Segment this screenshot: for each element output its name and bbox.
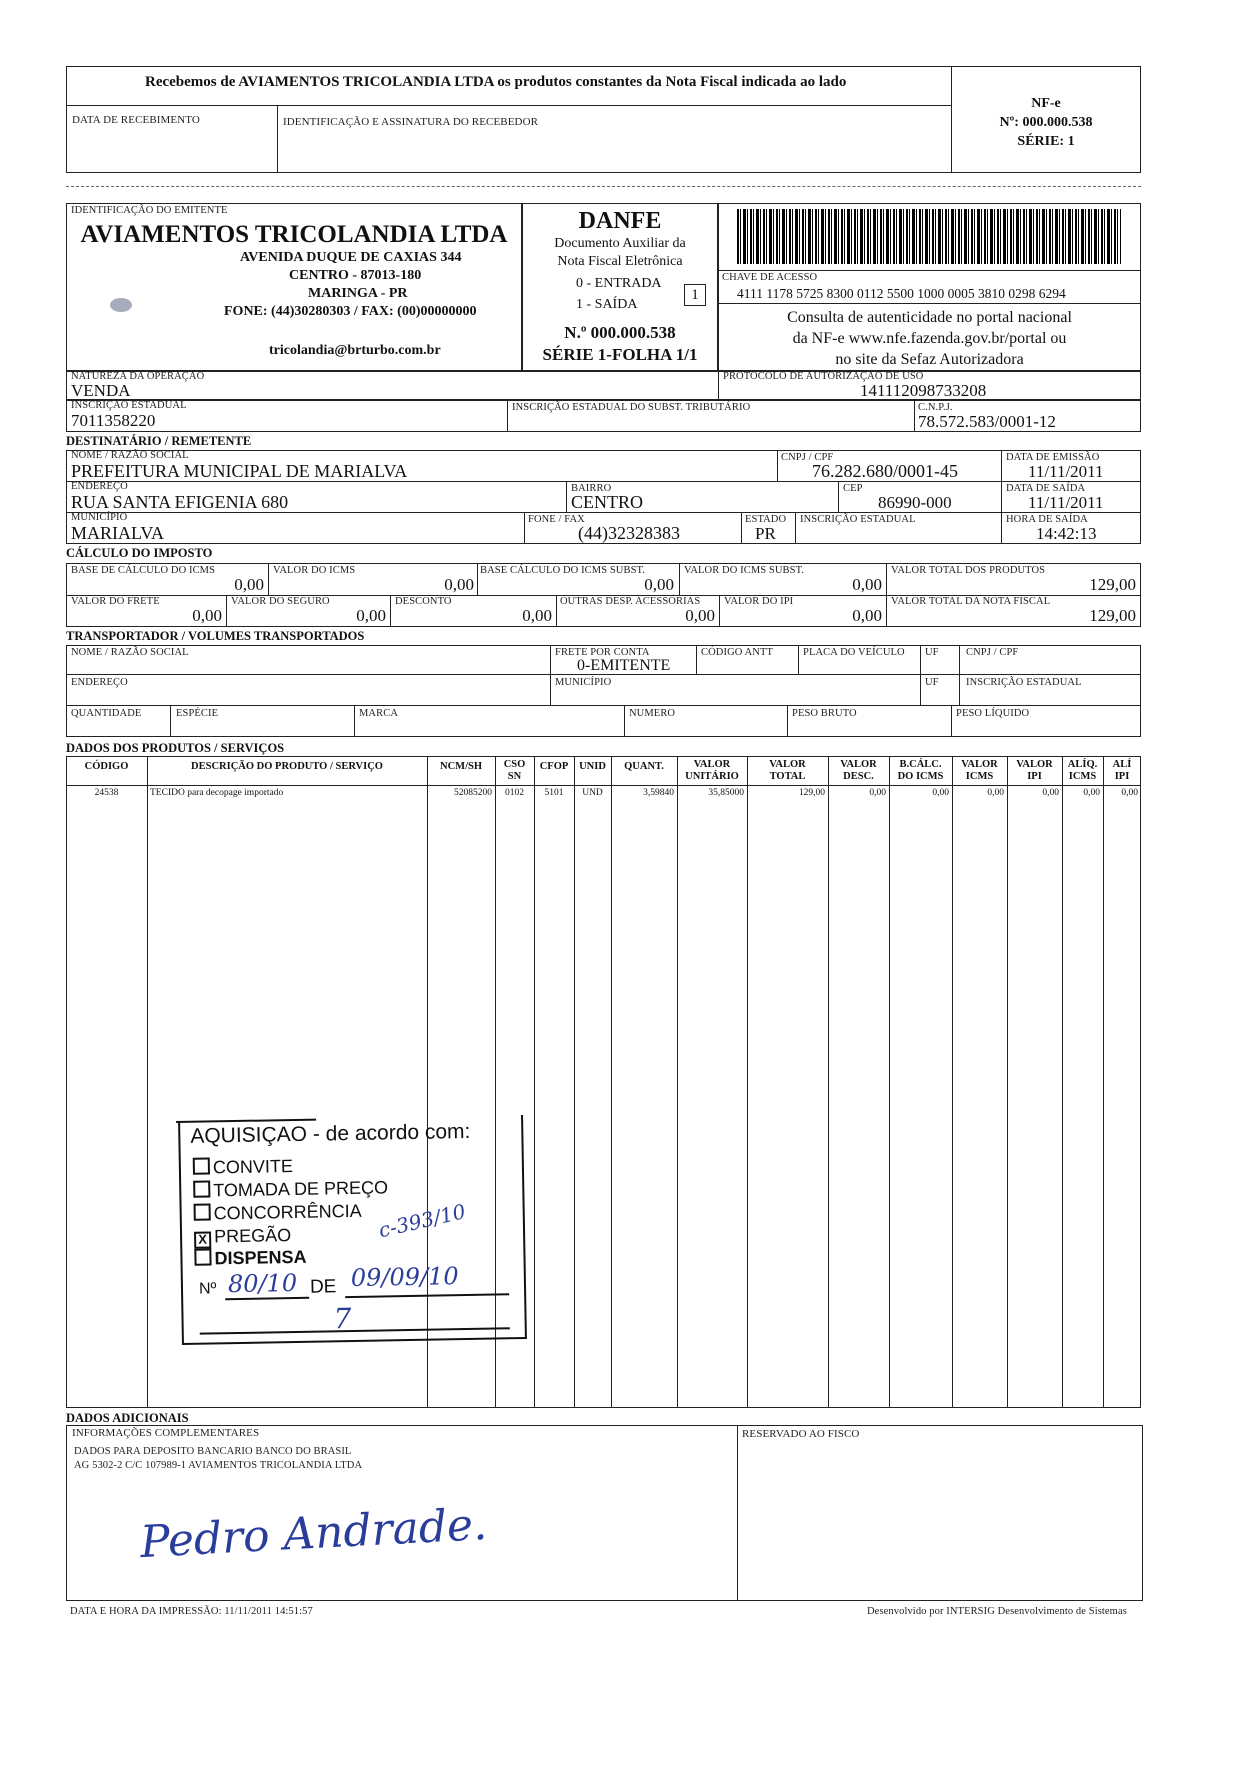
transp-ie-label: INSCRIÇÃO ESTADUAL xyxy=(966,677,1082,688)
produtos-cell-cfop: 5101 xyxy=(544,788,564,798)
emitente-cidade: MARINGA - PR xyxy=(308,286,408,301)
dest-v2 xyxy=(1001,450,1002,544)
stamp-checked-icon: X xyxy=(194,1231,211,1248)
stamp-checkbox-icon xyxy=(194,1248,211,1265)
canhoto-ident-label: IDENTIFICAÇÃO E ASSINATURA DO RECEBEDOR xyxy=(283,116,539,128)
total-prod: 129,00 xyxy=(1089,575,1136,594)
produtos-header-bcalc: B.CÁLC. DO ICMS xyxy=(897,759,944,782)
produtos-cell-vdesc: 0,00 xyxy=(869,788,886,798)
produtos-header-aliqicms: ALÍQ. ICMS xyxy=(1067,759,1098,782)
produtos-header-ncm: NCM/SH xyxy=(440,761,482,772)
stamp-checkbox-icon xyxy=(194,1203,211,1220)
dest-municipio-label: MUNICÍPIO xyxy=(71,512,128,523)
valor-st: 0,00 xyxy=(852,575,882,594)
aquisicao-stamp xyxy=(178,1115,527,1345)
outras: 0,00 xyxy=(685,606,715,625)
produtos-col-divider xyxy=(147,756,148,1408)
stamp-opt5-text: DISPENSA xyxy=(214,1246,307,1269)
stamp-note: c-393/10 xyxy=(376,1199,468,1243)
dest-v4 xyxy=(838,481,839,512)
ie-label: INSCRIÇÃO ESTADUAL xyxy=(71,400,187,411)
produtos-header-vipi: VALOR IPI xyxy=(1016,759,1053,782)
stamp-n-value: 80/10 xyxy=(227,1268,298,1299)
stamp-sign-line xyxy=(200,1327,510,1334)
produtos-cell-aliqipi: 0,00 xyxy=(1121,788,1138,798)
outras-label: OUTRAS DESP. ACESSÓRIAS xyxy=(560,596,701,607)
emitente-label: IDENTIFICAÇÃO DO EMITENTE xyxy=(71,205,228,216)
imp-v4 xyxy=(886,563,887,627)
transp-v6 xyxy=(170,705,171,737)
produtos-col-divider xyxy=(1007,756,1008,1408)
stamp-sign: 7 xyxy=(333,1302,352,1336)
produtos-cell-codigo: 24538 xyxy=(94,788,119,798)
transp-peso-liquido-label: PESO LÍQUIDO xyxy=(956,708,1030,719)
canhoto-recebemos: Recebemos de AVIAMENTOS TRICOLANDIA LTDA os produtos constantes da Nota Fiscal indicada ao lado xyxy=(145,74,847,90)
info-line1: DADOS PARA DEPOSITO BANCARIO BANCO DO BRASIL xyxy=(74,1446,352,1457)
chave-label: CHAVE DE ACESSO xyxy=(722,272,818,283)
emitente-nome: AVIAMENTOS TRICOLANDIA LTDA xyxy=(80,221,508,248)
dest-saida-label: DATA DE SAÍDA xyxy=(1006,483,1086,494)
produtos-header-unid: UNID xyxy=(579,761,606,772)
danfe-serie: SÉRIE 1-FOLHA 1/1 xyxy=(542,345,698,364)
canhoto-nfe-label: NF-e xyxy=(1031,96,1061,111)
transp-v1 xyxy=(550,645,551,705)
produtos-cell-vtotal: 129,00 xyxy=(798,788,825,798)
produtos-cell-vipi: 0,00 xyxy=(1042,788,1059,798)
dest-nome-label: NOME / RAZÃO SOCIAL xyxy=(71,450,189,461)
produtos-cell-vicms: 0,00 xyxy=(987,788,1004,798)
dest-cnpj: 76.282.680/0001-45 xyxy=(812,461,958,481)
dest-bairro-label: BAIRRO xyxy=(571,483,612,494)
produtos-header-aliqipi: ALÍ IPI xyxy=(1112,759,1132,782)
chave-hline xyxy=(718,270,1141,271)
dest-bairro: CENTRO xyxy=(571,492,643,512)
total-prod-label: VALOR TOTAL DOS PRODUTOS xyxy=(891,565,1046,576)
ipi-label: VALOR DO IPI xyxy=(724,596,794,607)
danfe-entrada: 0 - ENTRADA xyxy=(576,276,662,291)
valor-st-label: VALOR DO ICMS SUBST. xyxy=(684,565,805,576)
danfe-title: DANFE xyxy=(578,208,662,234)
base-icms: 0,00 xyxy=(234,575,264,594)
base-st: 0,00 xyxy=(644,575,674,594)
dest-v7 xyxy=(795,512,796,544)
canhoto-data-label: DATA DE RECEBIMENTO xyxy=(72,114,200,126)
base-icms-label: BASE DE CÁLCULO DO ICMS xyxy=(71,565,216,576)
produtos-cell-quant: 3,59840 xyxy=(643,788,674,798)
dest-fone: (44)32328383 xyxy=(578,523,680,543)
imp-v3 xyxy=(679,563,680,595)
produtos-col-divider xyxy=(889,756,890,1408)
valor-icms: 0,00 xyxy=(444,575,474,594)
adicionais-section: DADOS ADICIONAIS xyxy=(66,1411,189,1425)
produtos-col-divider xyxy=(677,756,678,1408)
chave-consulta3: no site da Sefaz Autorizadora xyxy=(835,351,1024,368)
ipi: 0,00 xyxy=(852,606,882,625)
danfe-sub2: Nota Fiscal Eletrônica xyxy=(557,254,683,269)
produtos-header-cfop: CFOP xyxy=(539,761,569,772)
total-nota-label: VALOR TOTAL DA NOTA FISCAL xyxy=(891,596,1051,607)
produtos-col-divider xyxy=(952,756,953,1408)
emitente-endereco: AVENIDA DUQUE DE CAXIAS 344 xyxy=(240,250,462,265)
transp-antt-label: CÓDIGO ANTT xyxy=(701,647,773,658)
emitente-fone: FONE: (44)30280303 / FAX: (00)00000000 xyxy=(224,304,477,319)
produtos-header-csosn: CSO SN xyxy=(503,759,526,782)
produtos-col-divider xyxy=(611,756,612,1408)
barcode xyxy=(737,209,1121,264)
dest-emissao: 11/11/2011 xyxy=(1028,462,1104,481)
transp-quantidade-label: QUANTIDADE xyxy=(71,708,142,719)
transp-v9 xyxy=(787,705,788,737)
chave-consulta2: da NF-e www.nfe.fazenda.gov.br/portal ou xyxy=(792,330,1067,347)
produtos-col-divider xyxy=(574,756,575,1408)
produtos-header-codigo: CÓDIGO xyxy=(84,761,129,772)
transp-v2 xyxy=(696,645,697,674)
stamp-option-concorrencia xyxy=(194,1201,362,1225)
stamp-opt3-text: CONCORRÊNCIA xyxy=(213,1200,362,1224)
produtos-col-divider xyxy=(747,756,748,1408)
dest-cep-label: CEP xyxy=(843,483,863,494)
dest-estado-label: ESTADO xyxy=(745,514,787,525)
stamp-n-label: Nº xyxy=(198,1280,217,1298)
stamp-opt2-text: TOMADA DE PREÇO xyxy=(213,1177,389,1201)
stamp-opt1-text: CONVITE xyxy=(212,1156,294,1178)
dest-endereco: RUA SANTA EFIGENIA 680 xyxy=(71,492,289,512)
produtos-cell-vunit: 35,85000 xyxy=(708,788,744,798)
stamp-opt4-text: PREGÃO xyxy=(213,1225,292,1247)
transp-cnpj-label: CNPJ / CPF xyxy=(966,647,1019,658)
chave-hline2 xyxy=(718,303,1141,304)
logo-icon xyxy=(110,298,132,312)
imp-v8 xyxy=(719,595,720,627)
produtos-col-divider xyxy=(1062,756,1063,1408)
transp-nome-label: NOME / RAZÃO SOCIAL xyxy=(71,647,189,658)
danfe-tipo-box: 1 xyxy=(684,284,706,306)
protocolo-label: PROTOCOLO DE AUTORIZAÇÃO DE USO xyxy=(723,371,924,382)
canhoto-vline xyxy=(277,105,278,173)
imp-v6 xyxy=(390,595,391,627)
produtos-header-vicms: VALOR ICMS xyxy=(961,759,998,782)
natureza-label: NATUREZA DA OPERAÇÃO xyxy=(71,371,205,382)
transp-especie-label: ESPÉCIE xyxy=(176,708,219,719)
dest-emissao-label: DATA DE EMISSÃO xyxy=(1006,452,1100,463)
imp-v7 xyxy=(556,595,557,627)
transp-marca-label: MARCA xyxy=(359,708,399,719)
transp-v8 xyxy=(624,705,625,737)
info-label: INFORMAÇÕES COMPLEMENTARES xyxy=(72,1427,260,1439)
dest-v1 xyxy=(777,450,778,481)
chave-consulta1: Consulta de autenticidade no portal nacional xyxy=(787,309,1072,326)
dest-cep: 86990-000 xyxy=(878,493,952,512)
frete-label: VALOR DO FRETE xyxy=(71,596,160,607)
dest-nome: PREFEITURA MUNICIPAL DE MARIALVA xyxy=(71,461,408,481)
transp-uf2-label: UF xyxy=(925,677,939,688)
stamp-de-label: DE xyxy=(309,1276,337,1298)
produtos-col-divider xyxy=(828,756,829,1408)
emitente-email: tricolandia@brturbo.com.br xyxy=(269,343,441,358)
produtos-header-vunit: VALOR UNITÁRIO xyxy=(685,759,739,782)
dest-v6 xyxy=(741,512,742,544)
produtos-cell-bcalc: 0,00 xyxy=(932,788,949,798)
stamp-checkbox-icon xyxy=(193,1180,210,1197)
transp-peso-bruto-label: PESO BRUTO xyxy=(792,708,857,719)
canhoto-serie: SÉRIE: 1 xyxy=(1017,134,1075,149)
transp-uf-label: UF xyxy=(925,647,939,658)
ie-st-label: INSCRIÇÃO ESTADUAL DO SUBST. TRIBUTÁRIO xyxy=(512,402,751,413)
transp-v7 xyxy=(354,705,355,737)
adicionais-divider xyxy=(737,1425,738,1601)
frete: 0,00 xyxy=(192,606,222,625)
ie-divider1 xyxy=(507,400,508,432)
cnpj-label: C.N.P.J. xyxy=(918,402,953,413)
produtos-col-divider xyxy=(534,756,535,1408)
transp-placa-label: PLACA DO VEÍCULO xyxy=(803,647,905,658)
dest-estado: PR xyxy=(755,524,776,543)
stamp-option-pregao xyxy=(194,1225,291,1249)
stamp-de-value: 09/09/10 xyxy=(350,1262,459,1293)
transp-v4 xyxy=(920,645,921,705)
produtos-cell-csosn: 0102 xyxy=(505,788,524,798)
transp-frete-label: FRETE POR CONTA xyxy=(555,647,650,658)
desconto-label: DESCONTO xyxy=(395,596,452,607)
natureza-divider xyxy=(718,371,719,400)
produtos-header-descricao: DESCRIÇÃO DO PRODUTO / SERVIÇO xyxy=(191,761,383,772)
transp-endereco-label: ENDEREÇO xyxy=(71,677,128,688)
destinatario-section: DESTINATÁRIO / REMETENTE xyxy=(66,434,252,448)
stamp-checkbox-icon xyxy=(193,1157,210,1174)
transporte-section: TRANSPORTADOR / VOLUMES TRANSPORTADOS xyxy=(66,629,365,643)
stamp-de-underline xyxy=(345,1293,509,1298)
dest-v5 xyxy=(524,512,525,544)
transp-numero-label: NUMERO xyxy=(629,708,676,719)
seguro-label: VALOR DO SEGURO xyxy=(231,596,330,607)
total-nota: 129,00 xyxy=(1089,606,1136,625)
base-st-label: BASE CÁLCULO DO ICMS SUBST. xyxy=(480,565,645,576)
stamp-option-convite xyxy=(193,1156,293,1179)
stamp-option-tomada xyxy=(193,1177,388,1201)
transp-v10 xyxy=(951,705,952,737)
produtos-cell-aliqicms: 0,00 xyxy=(1083,788,1100,798)
transp-frete: 0-EMITENTE xyxy=(577,657,671,674)
danfe-numero: N.º 000.000.538 xyxy=(564,323,676,342)
produtos-header-vtotal: VALOR TOTAL xyxy=(769,759,806,782)
info-line2: AG 5302-2 C/C 107989-1 AVIAMENTOS TRICOLANDIA LTDA xyxy=(74,1460,363,1471)
dest-hora: 14:42:13 xyxy=(1036,524,1097,543)
imposto-section: CÁLCULO DO IMPOSTO xyxy=(66,546,213,560)
dest-hora-label: HORA DE SAÍDA xyxy=(1006,514,1088,525)
desconto: 0,00 xyxy=(522,606,552,625)
stamp-option-dispensa xyxy=(194,1247,306,1270)
dest-ie-label: INSCRIÇÃO ESTADUAL xyxy=(800,514,916,525)
fisco-label: RESERVADO AO FISCO xyxy=(742,1428,860,1440)
emitente-bairro: CENTRO - 87013-180 xyxy=(289,268,422,283)
transp-v5 xyxy=(959,645,960,705)
cnpj-value: 78.572.583/0001-12 xyxy=(918,412,1056,431)
dest-cnpj-label: CNPJ / CPF xyxy=(781,452,834,463)
canhoto-hline xyxy=(66,105,951,106)
produtos-col-divider xyxy=(1103,756,1104,1408)
produtos-cell-ncm: 52085200 xyxy=(454,788,492,798)
protocolo-value: 141112098733208 xyxy=(860,381,987,400)
footer-dev: Desenvolvido por INTERSIG Desenvolvimento de Sistemas xyxy=(867,1606,1127,1617)
transp-municipio-label: MUNICÍPIO xyxy=(555,677,612,688)
danfe-saida: 1 - SAÍDA xyxy=(576,297,638,312)
imp-v2 xyxy=(477,563,478,595)
stamp-title: AQUISIÇAO - de acordo com: xyxy=(190,1119,471,1148)
transp-h2 xyxy=(66,705,1141,706)
natureza-value: VENDA xyxy=(71,381,131,400)
dest-saida: 11/11/2011 xyxy=(1028,493,1104,512)
produtos-header-vdesc: VALOR DESC. xyxy=(840,759,877,782)
imp-v1 xyxy=(268,563,269,595)
seguro: 0,00 xyxy=(356,606,386,625)
dest-fone-label: FONE / FAX xyxy=(528,514,585,525)
produtos-section: DADOS DOS PRODUTOS / SERVIÇOS xyxy=(66,741,285,755)
produtos-cell-descricao: TECIDO para decopage importado xyxy=(150,788,284,798)
canhoto-numero: Nº: 000.000.538 xyxy=(999,115,1093,130)
dest-endereco-label: ENDEREÇO xyxy=(71,481,128,492)
produtos-cell-unid: UND xyxy=(582,788,603,798)
imp-v5 xyxy=(226,595,227,627)
chave-value: 4111 1178 5725 8300 0112 5500 1000 0005 3810 0298 6294 xyxy=(737,286,1066,301)
stamp-n-underline xyxy=(225,1297,309,1300)
dest-municipio: MARIALVA xyxy=(71,523,165,543)
danfe-sub1: Documento Auxiliar da xyxy=(554,236,686,251)
produtos-header-quant: QUANT. xyxy=(624,761,664,772)
produtos-header-line xyxy=(66,785,1141,786)
valor-icms-label: VALOR DO ICMS xyxy=(273,565,356,576)
ie-divider2 xyxy=(914,400,915,432)
transp-v3 xyxy=(798,645,799,674)
footer-impressao: DATA E HORA DA IMPRESSÃO: 11/11/2011 14:51:57 xyxy=(70,1606,313,1617)
dest-v3 xyxy=(566,481,567,512)
cut-line xyxy=(66,186,1141,187)
signature: Pedro Andrade. xyxy=(138,1498,489,1569)
ie-value: 7011358220 xyxy=(71,411,156,430)
